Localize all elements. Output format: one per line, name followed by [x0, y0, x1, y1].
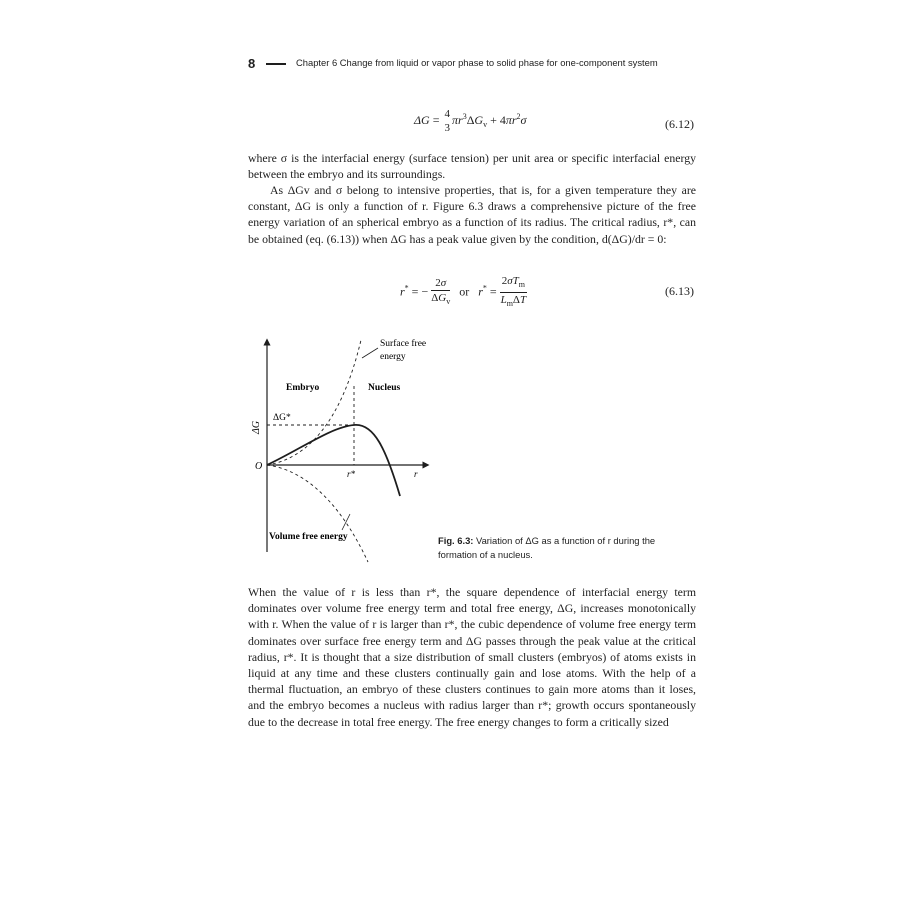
caption-text: Variation of ΔG as a function of r during the formation of a nucleus.	[438, 535, 656, 560]
volume-energy-curve	[267, 465, 368, 562]
running-header	[248, 56, 708, 72]
header-rule	[266, 63, 286, 65]
or-word: or	[459, 284, 470, 299]
origin-label: O	[255, 461, 263, 472]
volume-label: Volume free energy	[269, 532, 348, 542]
surface-energy-curve	[267, 340, 361, 465]
equation-6-12: ΔG = 4 3 $\pi r^3\Delta G_v + 4\pi r^2\sigma$	[414, 108, 527, 134]
figure-caption	[438, 534, 688, 562]
r-axis-label: r	[414, 469, 418, 479]
total-energy-curve	[267, 425, 400, 496]
y-axis-label: ΔG	[251, 420, 262, 434]
surface-leader	[362, 348, 378, 358]
nucleus-label: Nucleus	[368, 383, 401, 393]
page-number: 8	[248, 56, 256, 71]
equation-number-6-13: (6.13)	[665, 284, 694, 298]
surface-label-2: energy	[380, 352, 406, 362]
r-star-label: r*	[347, 469, 356, 479]
paragraph-1: where σ is the interfacial energy (surface tension) per unit area or specific interfacial energy between the embryo and its surroundings.	[248, 151, 696, 182]
free-energy-diagram	[246, 334, 436, 564]
caption-label: Fig. 6.3:	[438, 535, 474, 546]
embryo-label: Embryo	[286, 383, 320, 393]
volume-leader	[342, 514, 350, 530]
running-title: Chapter 6 Change from liquid or vapor phase to solid phase for one-component system	[296, 57, 658, 68]
equation-6-13: r* = − $\frac{2\sigma}{\Delta G_v}$ or r* = $\frac{2\sigma T_m}{L_m\Delta T}$	[400, 275, 527, 309]
equation-number-6-12: (6.12)	[665, 117, 694, 131]
figure-6-3	[246, 334, 436, 564]
paragraph-2: As ΔGv and σ belong to intensive properties, that is, for a given temperature they are constant, ΔG is only a function of r. Figure 6.3 draws a comprehensive picture of the free energy variation of an spherical embryo as a function of its radius. The critical radius, r*, can be obtained (eq. (6.13)) when ΔG has a peak value given by the condition, d(ΔG)/dr = 0:	[248, 183, 696, 246]
surface-label-1: Surface free	[380, 339, 427, 349]
dg-star-label: ΔG*	[273, 413, 291, 423]
paragraph-3: When the value of r is less than r*, the square dependence of interfacial energy term dominates over volume free energy term and total free energy, ΔG, increases monotonically with r. When the value of r is larger than r*, the cubic dependence of volume free energy term dominates over surface free energy term and ΔG passes through the peak value at the critical radius, r*. It is thought that a size distribution of small clusters (embryos) of atoms exists in liquid at any time and these clusters continually gain and lose atoms. With the help of a thermal fluctuation, an embryo of these clusters continues to gain more atoms than it loses, and the embryo becomes a nucleus with radius larger than r*; growth occurs spontaneously due to the decrease in total free energy. The free energy changes to form a critically sized	[248, 585, 696, 729]
